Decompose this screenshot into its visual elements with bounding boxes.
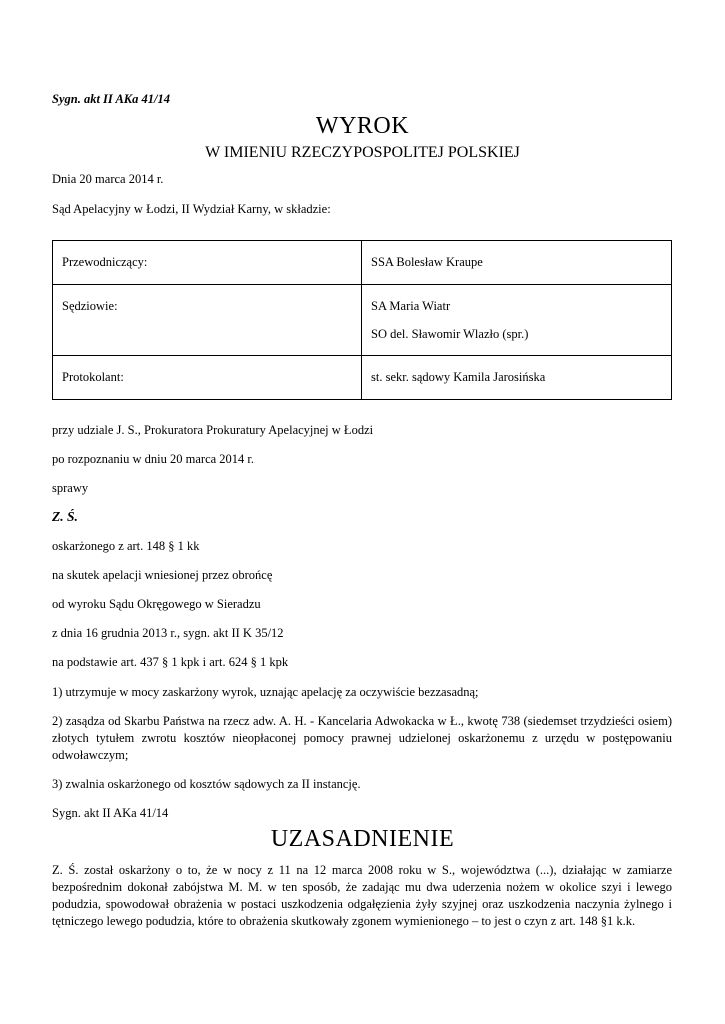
judges-label: Sędziowie: xyxy=(62,299,118,313)
defendant-name: Z. Ś. xyxy=(52,509,78,524)
document-title: WYROK xyxy=(315,113,410,139)
table-row xyxy=(53,356,672,400)
legal-basis-line: na podstawie art. 437 § 1 kpk i art. 624 § 1 kpk xyxy=(52,655,289,669)
case-number-header: Sygn. akt II AKa 41/14 xyxy=(52,92,170,106)
judge-2: SO del. Sławomir Wlazło (spr.) xyxy=(371,327,529,341)
case-number-footer: Sygn. akt II AKa 41/14 xyxy=(52,806,169,820)
justification-paragraph: Z. Ś. został oskarżony o to, że w nocy z 11 na 12 marca 2008 roku w S., województwa (...), działając w zamiarze bezpośrednim dokonał zabójstwa M. M. w ten sposób, że zadając mu dwa uderzenia nożem w okolice szyi i lewego podudzia, spowodował obrażenia w postaci uszkodzenia odgałęzienia żyły szyjnej oraz uszkodzenia naczynia żylnego i tętniczego lewego podudzia, które to obrażenia skutkowały zgonem wymienionego – to jest o czyn z art. 148 §1 k.k. xyxy=(52,863,672,928)
charge-line: oskarżonego z art. 148 § 1 kk xyxy=(52,539,200,553)
prosecutor-line: przy udziale J. S., Prokuratora Prokuratury Apelacyjnej w Łodzi xyxy=(52,423,374,437)
date-line: Dnia 20 marca 2014 r. xyxy=(52,172,164,186)
ruling-2: 2) zasądza od Skarbu Państwa na rzecz adw. A. H. - Kancelaria Adwokacka w Ł., kwotę 738 (siedemset trzydzieści osiem) złotych tytułem zwrotu kosztów nieopłaconej pomocy prawnej udzielonej oskarżonemu z urzędu w postępowaniu odwoławczym; xyxy=(52,714,672,762)
court-line: Sąd Apelacyjny w Łodzi, II Wydział Karny, w składzie: xyxy=(52,202,331,216)
presiding-value: SSA Bolesław Kraupe xyxy=(371,255,483,269)
document-subtitle: W IMIENIU RZECZYPOSPOLITEJ POLSKIEJ xyxy=(205,144,520,161)
ruling-1: 1) utrzymuje w mocy zaskarżony wyrok, uznając apelację za oczywiście bezzasadną; xyxy=(52,685,479,699)
from-judgment-line: od wyroku Sądu Okręgowego w Sieradzu xyxy=(52,597,261,611)
clerk-value: st. sekr. sądowy Kamila Jarosińska xyxy=(371,370,546,384)
ruling-3: 3) zwalnia oskarżonego od kosztów sądowych za II instancję. xyxy=(52,777,361,791)
judgment-date-line: z dnia 16 grudnia 2013 r., sygn. akt II K 35/12 xyxy=(52,626,284,640)
presiding-label: Przewodniczący: xyxy=(62,255,148,269)
appeal-line: na skutek apelacji wniesionej przez obrońcę xyxy=(52,568,273,582)
table-row xyxy=(53,241,672,285)
judge-1: SA Maria Wiatr xyxy=(371,299,451,313)
case-line: sprawy xyxy=(52,481,89,495)
hearing-line: po rozpoznaniu w dniu 20 marca 2014 r. xyxy=(52,452,255,466)
court-composition-table xyxy=(52,240,672,400)
table-row xyxy=(53,285,672,356)
clerk-label: Protokolant: xyxy=(62,370,124,384)
justification-heading: UZASADNIENIE xyxy=(270,826,455,852)
